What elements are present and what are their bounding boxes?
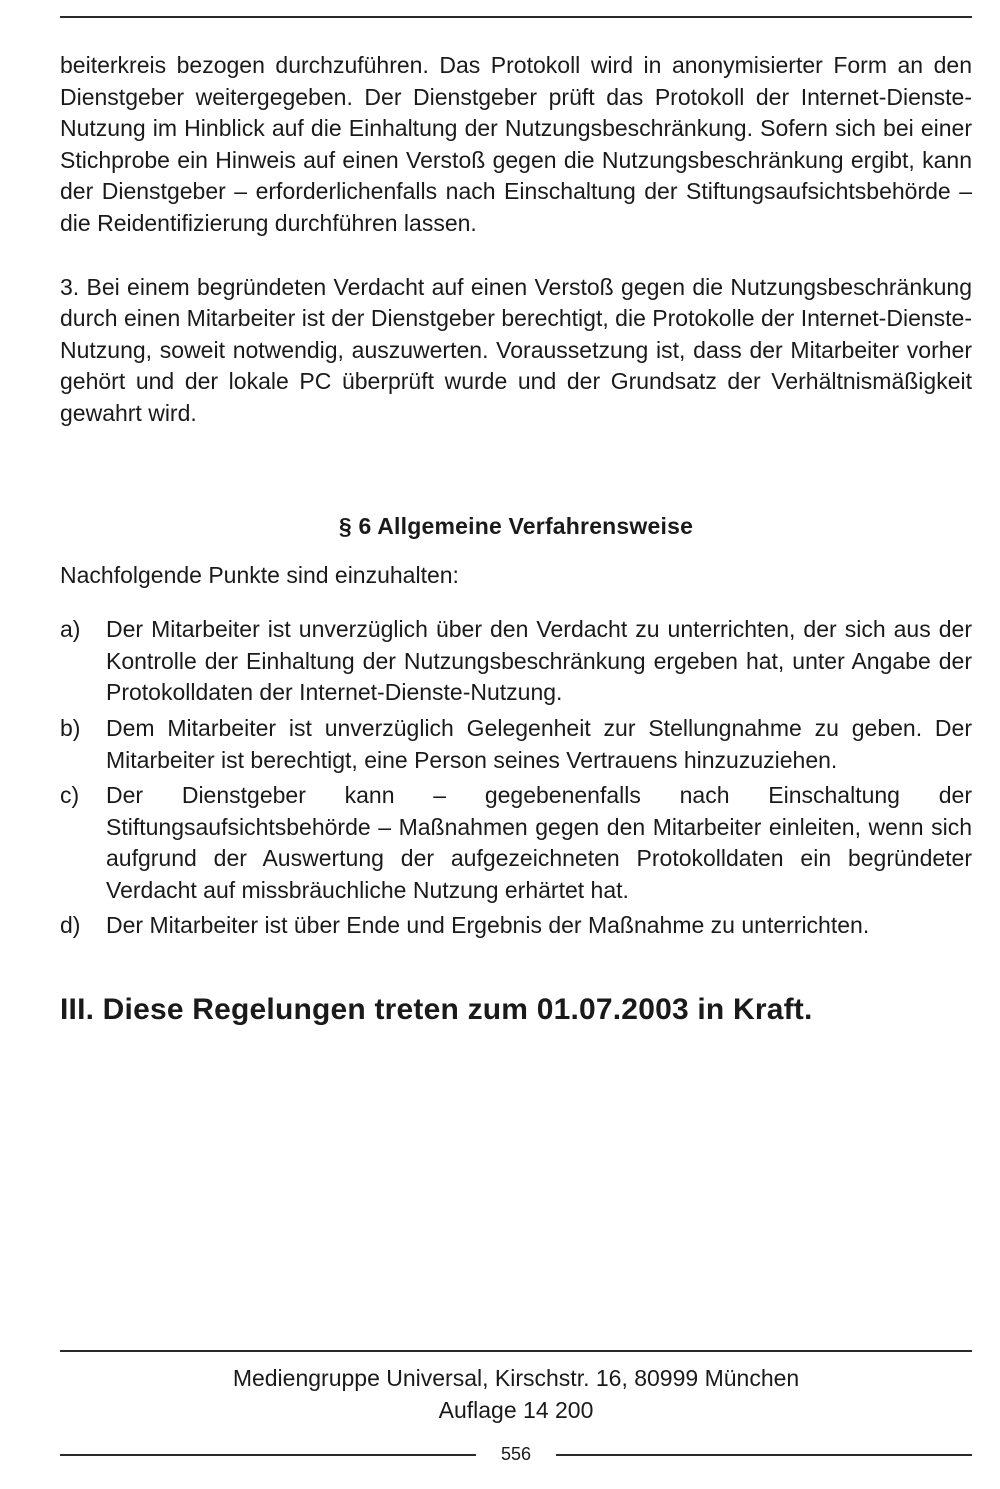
list-marker-d: d) [60,912,81,939]
list-marker-a: a) [60,616,81,643]
page-content [60,50,972,1030]
list-text-c: Der Dienstgeber kann – gegebenenfalls nach Einschaltung der Stiftungsaufsichtsbehörde – Maßnahmen gegen den Mitarbeiter einleiten, wenn sich aufgrund der Auswertung der aufgezeichneten Protokolldaten ein begründeter Verdacht auf missbräuchliche Nutzung erhärtet hat. [106,782,972,903]
footer-edition: Auflage 14 200 [438,1397,594,1423]
list-text-b: Dem Mitarbeiter ist unverzüglich Gelegenheit zur Stellungnahme zu geben. Der Mitarbeiter ist berechtigt, eine Person seines Vertrauens hinzuzuziehen. [106,714,972,773]
page-number-rule-left [60,1454,476,1456]
list-text-d: Der Mitarbeiter ist über Ende und Ergebnis der Maßnahme zu unterrichten. [106,912,870,939]
top-rule [60,16,972,18]
list-item-c [60,780,972,906]
paragraph-3: 3. Bei einem begründeten Verdacht auf einen Verstoß gegen die Nutzungsbeschränkung durch einen Mitarbeiter ist der Dienstgeber berechtigt, die Protokolle der Internet-Dienste-Nutzung, soweit notwendig, auszuwerten. Voraussetzung ist, dass der Mitarbeiter vorher gehört und der lokale PC überprüft wurde und der Grundsatz der Verhältnismäßigkeit gewahrt wird. [60,273,972,426]
list-text-a: Der Mitarbeiter ist unverzüglich über den Verdacht zu unterrichten, der sich aus der Kontrolle der Einhaltung der Nutzungsbeschränkung ergeben hat, unter Angabe der Protokolldaten der Internet-Dienste-Nutzung. [106,616,972,706]
page-number: 556 [500,1444,532,1464]
footer [60,1362,972,1426]
footer-publisher: Mediengruppe Universal, Kirschstr. 16, 80999 München [232,1365,800,1391]
list-marker-b: b) [60,714,81,741]
list-item-a [60,614,972,709]
list-item-b [60,713,972,776]
list-item-d [60,910,972,942]
final-heading: III. Diese Regelungen treten zum 01.07.2003 in Kraft. [60,993,813,1027]
section-heading: § 6 Allgemeine Verfahrensweise [338,512,694,539]
section-intro: Nachfolgende Punkte sind einzuhalten: [60,561,459,588]
procedure-list [60,614,972,942]
page-number-row [60,1442,972,1466]
list-marker-c: c) [60,782,80,809]
page-number-rule-right [556,1454,972,1456]
footer-rule [60,1350,972,1352]
paragraph-continuation: beiterkreis bezogen durchzuführen. Das Protokoll wird in anonymisierter Form an den Dienstgeber weitergegeben. Der Dienstgeber prüft das Protokoll der Internet-Dienste-Nutzung im Hinblick auf die Einhaltung der Nutzungsbeschränkung. Sofern sich bei einer Stichprobe ein Hinweis auf einen Verstoß gegen die Nutzungsbeschränkung ergibt, kann der Dienstgeber – erforderlichenfalls nach Einschaltung der Stiftungsaufsichtsbehörde – die Reidentifizierung durchführen lassen. [60,52,972,236]
